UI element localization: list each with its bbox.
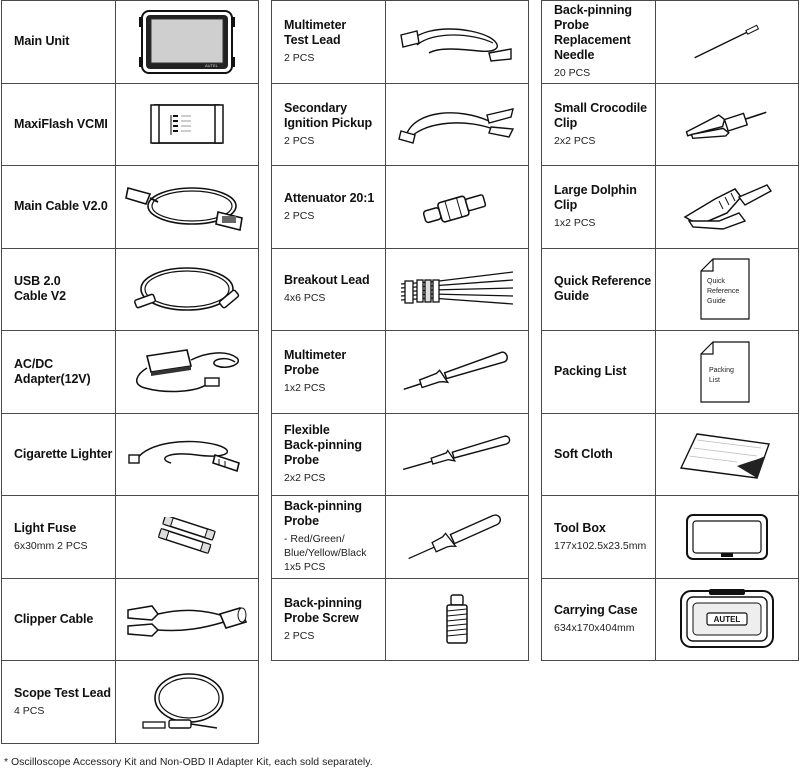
list-item-replacement-needle [542,1,798,84]
list-item-clipper-cable [2,579,258,662]
item-quantity: 2x2 PCS [554,134,596,147]
attenuator-icon [386,166,528,248]
item-quantity: 20 PCS [554,67,591,80]
item-name: Clipper Cable [14,611,94,626]
item-quantity: 4 PCS [14,704,45,717]
item-name: AC/DC Adapter(12V) [14,356,91,386]
column-2 [271,0,529,661]
list-item-cigarette-lighter [2,414,258,497]
list-item-main-cable [2,166,258,249]
scope-lead-icon [116,661,258,743]
list-item-probe-screw [272,579,528,662]
item-name: Breakout Lead [284,273,370,288]
list-item-breakout-lead [272,249,528,332]
item-name: Carrying Case [554,603,638,618]
carrying-case-icon [656,579,798,661]
list-item-back-pinning-probe [272,496,528,579]
item-quantity: - Red/Green/ Blue/Yellow/Black 1x5 PCS [284,533,367,574]
doc-line: Packing [709,366,734,374]
multimeter-probe-icon [386,331,528,413]
cigarette-lighter-cable-icon [116,414,258,496]
test-lead-icon [386,1,528,83]
list-item-multimeter-probe [272,331,528,414]
item-quantity: 2 PCS [284,209,315,222]
ignition-pickup-icon [386,84,528,166]
list-item-quick-reference-guide [542,249,798,332]
item-name: Multimeter Test Lead [284,18,347,48]
tablet-icon [116,1,258,83]
power-adapter-icon [116,331,258,413]
item-name: Main Unit [14,34,70,49]
item-quantity: 1x2 PCS [554,217,596,230]
item-name: MaxiFlash VCMI [14,116,108,131]
item-name: Main Cable V2.0 [14,199,108,214]
item-name: Cigarette Lighter [14,446,113,461]
list-item-usb-cable [2,249,258,332]
svg-text:AUTEL: AUTEL [205,62,218,68]
item-name: Back-pinning Probe Replacement Needle [554,3,632,63]
list-item-attenuator [272,166,528,249]
item-quantity: 2 PCS [284,629,315,642]
item-name: Back-pinning Probe [284,499,362,529]
item-name: Flexible Back-pinning Probe [284,423,362,468]
item-name: Light Fuse [14,520,77,535]
item-quantity: 1x2 PCS [284,382,326,395]
dolphin-clip-icon [656,166,798,248]
list-item-dolphin-clip [542,166,798,249]
main-cable-icon [116,166,258,248]
crocodile-clip-icon [656,84,798,166]
item-name: Quick Reference Guide [554,274,652,304]
doc-line: Quick [707,278,725,286]
item-name: Scope Test Lead [14,685,111,700]
footnote: * Oscilloscope Accessory Kit and Non-OBD II Adapter Kit, each sold separately. [4,756,373,768]
list-item-test-lead [272,1,528,84]
item-quantity: 634x170x404mm [554,622,635,635]
column-1 [1,0,259,744]
list-item-ignition-pickup [272,84,528,167]
doc-line: Guide [707,298,726,306]
probe-screw-icon [386,579,528,661]
tool-box-icon [656,496,798,578]
item-quantity: 2x2 PCS [284,472,326,485]
list-item-main-unit [2,1,258,84]
list-item-soft-cloth [542,414,798,497]
document-icon [656,331,798,413]
item-name: Secondary Ignition Pickup [284,100,373,130]
item-name: USB 2.0 Cable V2 [14,274,67,304]
document-icon [656,249,798,331]
list-item-crocodile-clip [542,84,798,167]
item-name: Tool Box [554,520,606,535]
cloth-icon [656,414,798,496]
flexible-probe-icon [386,414,528,496]
doc-line: Reference [707,288,740,296]
breakout-lead-icon [386,249,528,331]
brand-logo: AUTEL [713,615,741,625]
item-name: Back-pinning Probe Screw [284,595,362,625]
list-item-light-fuse [2,496,258,579]
list-item-carrying-case [542,579,798,662]
column-3 [541,0,799,661]
item-quantity: 177x102.5x23.5mm [554,539,647,552]
list-item-flexible-probe [272,414,528,497]
clipper-cable-icon [116,579,258,661]
item-name: Multimeter Probe [284,348,347,378]
item-name: Large Dolphin Clip [554,183,637,213]
usb-cable-icon [116,249,258,331]
item-quantity: 6x30mm 2 PCS [14,539,88,552]
item-quantity: 2 PCS [284,134,315,147]
item-name: Small Crocodile Clip [554,100,647,130]
needle-icon [656,1,798,83]
list-item-packing-list [542,331,798,414]
item-quantity: 2 PCS [284,52,315,65]
item-quantity: 4x6 PCS [284,292,326,305]
list-item-vcmi [2,84,258,167]
list-item-scope-lead [2,661,258,744]
list-item-tool-box [542,496,798,579]
item-name: Soft Cloth [554,446,613,461]
list-item-adapter [2,331,258,414]
back-pinning-probe-icon [386,496,528,578]
item-name: Attenuator 20:1 [284,190,375,205]
doc-line: List [709,376,720,384]
vci-box-icon [116,84,258,166]
fuse-icon [116,496,258,578]
item-name: Packing List [554,364,627,379]
